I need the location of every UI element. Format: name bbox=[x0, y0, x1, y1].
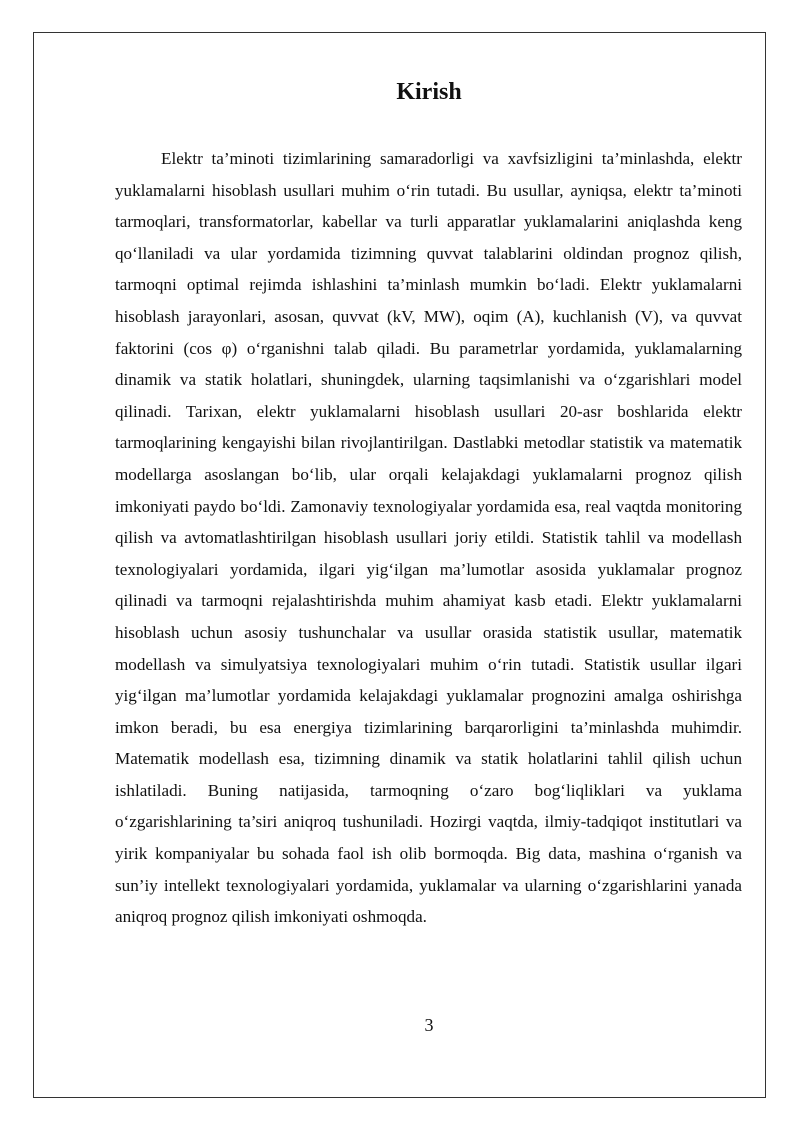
body-paragraph: Elektr ta’minoti tizimlarining samaradorligi va xavfsizligini ta’minlashda, elektr yuklamalarni hisoblash usullari muhim o‘rin tutadi. Bu usullar, ayniqsa, elektr ta’minoti tarmoqlari, transformatorlar, kabellar va turli apparatlar yuklamalarini aniqlashda keng qo‘llaniladi va ular yordamida tizimning quvvat talablarini oldindan prognoz qilish, tarmoqni optimal rejimda ishlashini ta’minlash mumkin bo‘ladi. Elektr yuklamalarni hisoblash jarayonlari, asosan, quvvat (kV, MW), oqim (A), kuchlanish (V), va quvvat faktorini (cos φ) o‘rganishni talab qiladi. Bu parametrlar yordamida, yuklamalarning dinamik va statik holatlari, shuningdek, ularning taqsimlanishi va o‘zgarishlari model qilinadi. Tarixan, elektr yuklamalarni hisoblash usullari 20-asr boshlarida elektr tarmoqlarining kengayishi bilan rivojlantirilgan. Dastlabki metodlar statistik va matematik modellarga asoslangan bo‘lib, ular orqali kelajakdagi yuklamalarni prognoz qilish imkoniyati paydo bo‘ldi. Zamonaviy texnologiyalar yordamida esa, real vaqtda monitoring qilish va avtomatlashtirilgan hisoblash usullari joriy etildi. Statistik tahlil va modellash texnologiyalari yordamida, ilgari yig‘ilgan ma’lumotlar asosida yuklamalar prognoz qilinadi va tarmoqni rejalashtirishda muhim ahamiyat kasb etadi. Elektr yuklamalarni hisoblash uchun asosiy tushunchalar va usullar orasida statistik usullar, matematik modellash va simulyatsiya texnologiyalari muhim o‘rin tutadi. Statistik usullar ilgari yig‘ilgan ma’lumotlar yordamida kelajakdagi yuklamalar prognozini amalga oshirishga imkon beradi, bu esa energiya tizimlarining barqarorligini ta’minlashda muhimdir. Matematik modellash esa, tizimning dinamik va statik holatlarini tahlil qilish uchun ishlatiladi. Buning natijasida, tarmoqning o‘zaro bog‘liqliklari va yuklama o‘zgarishlarining ta’siri aniqroq tushuniladi. Hozirgi vaqtda, ilmiy-tadqiqot institutlari va yirik kompaniyalar bu sohada faol ish olib bormoqda. Big data, mashina o‘rganish va sun’iy intellekt texnologiyalari yordamida, yuklamalar va ularning o‘zgarishlarini yanada aniqroq prognoz qilish imkoniyati oshmoqda. bbox=[115, 149, 742, 927]
page-number: 3 bbox=[424, 1015, 434, 1035]
page-title: Kirish bbox=[396, 79, 462, 105]
